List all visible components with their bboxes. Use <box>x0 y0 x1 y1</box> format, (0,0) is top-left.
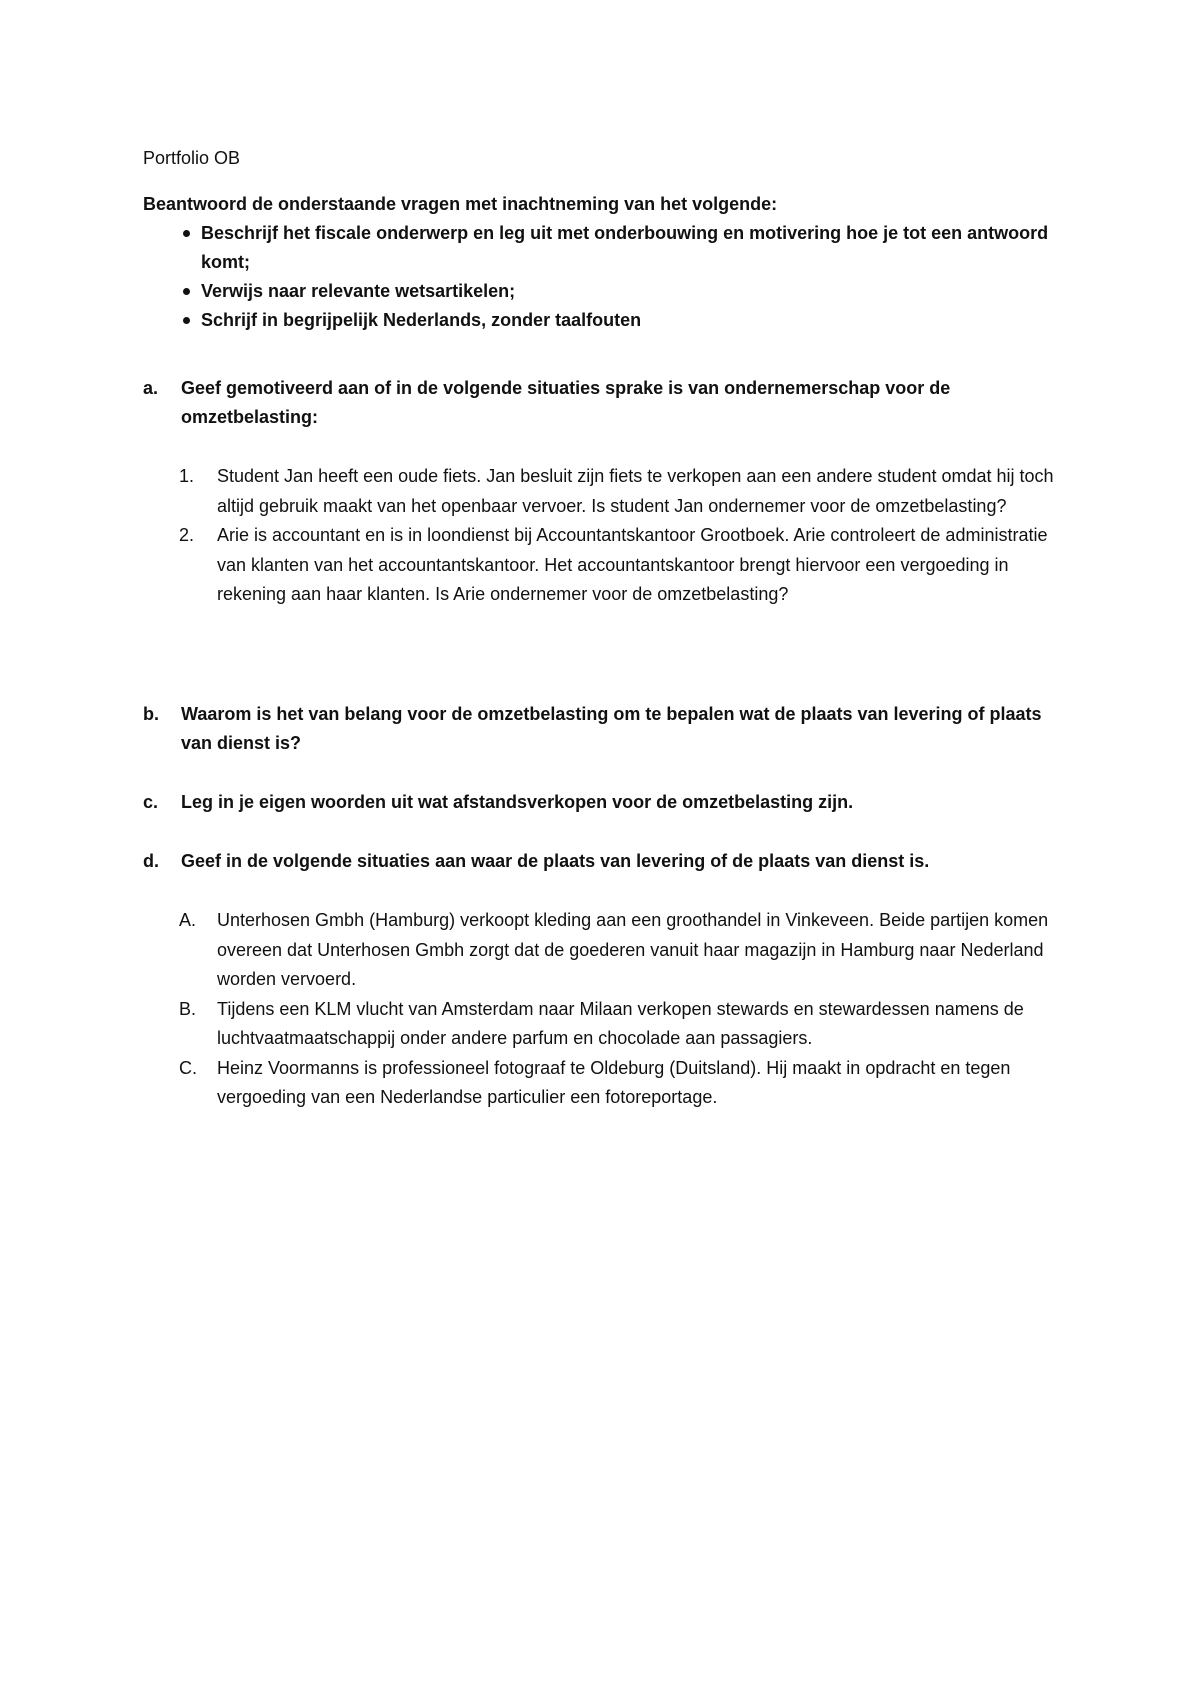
question-marker: c. <box>143 792 159 812</box>
item-text: Arie is accountant en is in loondienst bij Accountantskantoor Grootboek. Arie controleert de administratie van klanten van het accountantskantoor. Het accountantskantoor brengt hiervoor een vergoeding in rekening aan haar klanten. Is Arie ondernemer voor de omzetbelasting? <box>217 525 1048 604</box>
question-c <box>143 788 1063 817</box>
list-item <box>143 1054 1063 1113</box>
instructions-list <box>143 219 1063 335</box>
item-letter: C. <box>179 1057 197 1078</box>
item-text: Student Jan heeft een oude fiets. Jan besluit zijn fiets te verkopen aan een andere student omdat hij toch altijd gebruik maakt van het openbaar vervoer. Is student Jan ondernemer voor de omzetbelasting? <box>217 466 1054 516</box>
list-item <box>143 462 1063 521</box>
question-a <box>143 374 1063 432</box>
instruction-text: Beschrijf het fiscale onderwerp en leg uit met onderbouwing en motivering hoe je tot een antwoord komt; <box>201 223 1049 272</box>
item-text: Heinz Voormanns is professioneel fotograaf te Oldeburg (Duitsland). Hij maakt in opdracht en tegen vergoeding van een Nederlandse particulier een fotoreportage. <box>217 1057 1011 1107</box>
question-b <box>143 700 1063 758</box>
item-text: Unterhosen Gmbh (Hamburg) verkoopt kleding aan een groothandel in Vinkeveen. Beide partijen komen overeen dat Unterhosen Gmbh zorgt dat de goederen vanuit haar magazijn in Hamburg naar Nederland worden vervoerd. <box>217 910 1049 989</box>
instruction-item <box>143 277 1063 306</box>
question-text: Geef in de volgende situaties aan waar de plaats van levering of de plaats van dienst is. <box>181 851 930 871</box>
question-marker: b. <box>143 704 159 724</box>
item-text: Tijdens een KLM vlucht van Amsterdam naar Milaan verkopen stewards en stewardessen namens de luchtvaatmaatschappij onder andere parfum en chocolade aan passagiers. <box>217 998 1024 1048</box>
list-item <box>143 906 1063 995</box>
item-number: 1. <box>179 466 195 486</box>
question-text: Geef gemotiveerd aan of in de volgende situaties sprake is van ondernemerschap voor de omzetbelasting: <box>181 378 951 427</box>
item-letter: B. <box>179 998 197 1019</box>
question-text: Leg in je eigen woorden uit wat afstandsverkopen voor de omzetbelasting zijn. <box>181 792 854 812</box>
bullet-icon <box>183 288 190 295</box>
item-number: 2. <box>179 525 195 545</box>
list-item <box>143 521 1063 610</box>
instruction-item <box>143 306 1063 335</box>
list-item <box>143 995 1063 1054</box>
bullet-icon <box>183 317 190 324</box>
instructions-intro: Beantwoord de onderstaande vragen met inachtneming van het volgende: <box>143 194 778 214</box>
bullet-icon <box>183 230 190 237</box>
question-d-items <box>143 906 1063 1113</box>
document-title: Portfolio OB <box>143 148 241 168</box>
question-d <box>143 847 1063 876</box>
item-letter: A. <box>179 910 197 930</box>
instructions-block <box>143 190 1063 335</box>
instruction-text: Verwijs naar relevante wetsartikelen; <box>201 281 516 301</box>
instruction-item <box>143 219 1063 277</box>
question-marker: d. <box>143 851 159 871</box>
question-marker: a. <box>143 378 159 398</box>
question-a-items <box>143 462 1063 610</box>
instruction-text: Schrijf in begrijpelijk Nederlands, zonder taalfouten <box>201 310 642 330</box>
question-text: Waarom is het van belang voor de omzetbelasting om te bepalen wat de plaats van levering of plaats van dienst is? <box>181 704 1042 753</box>
